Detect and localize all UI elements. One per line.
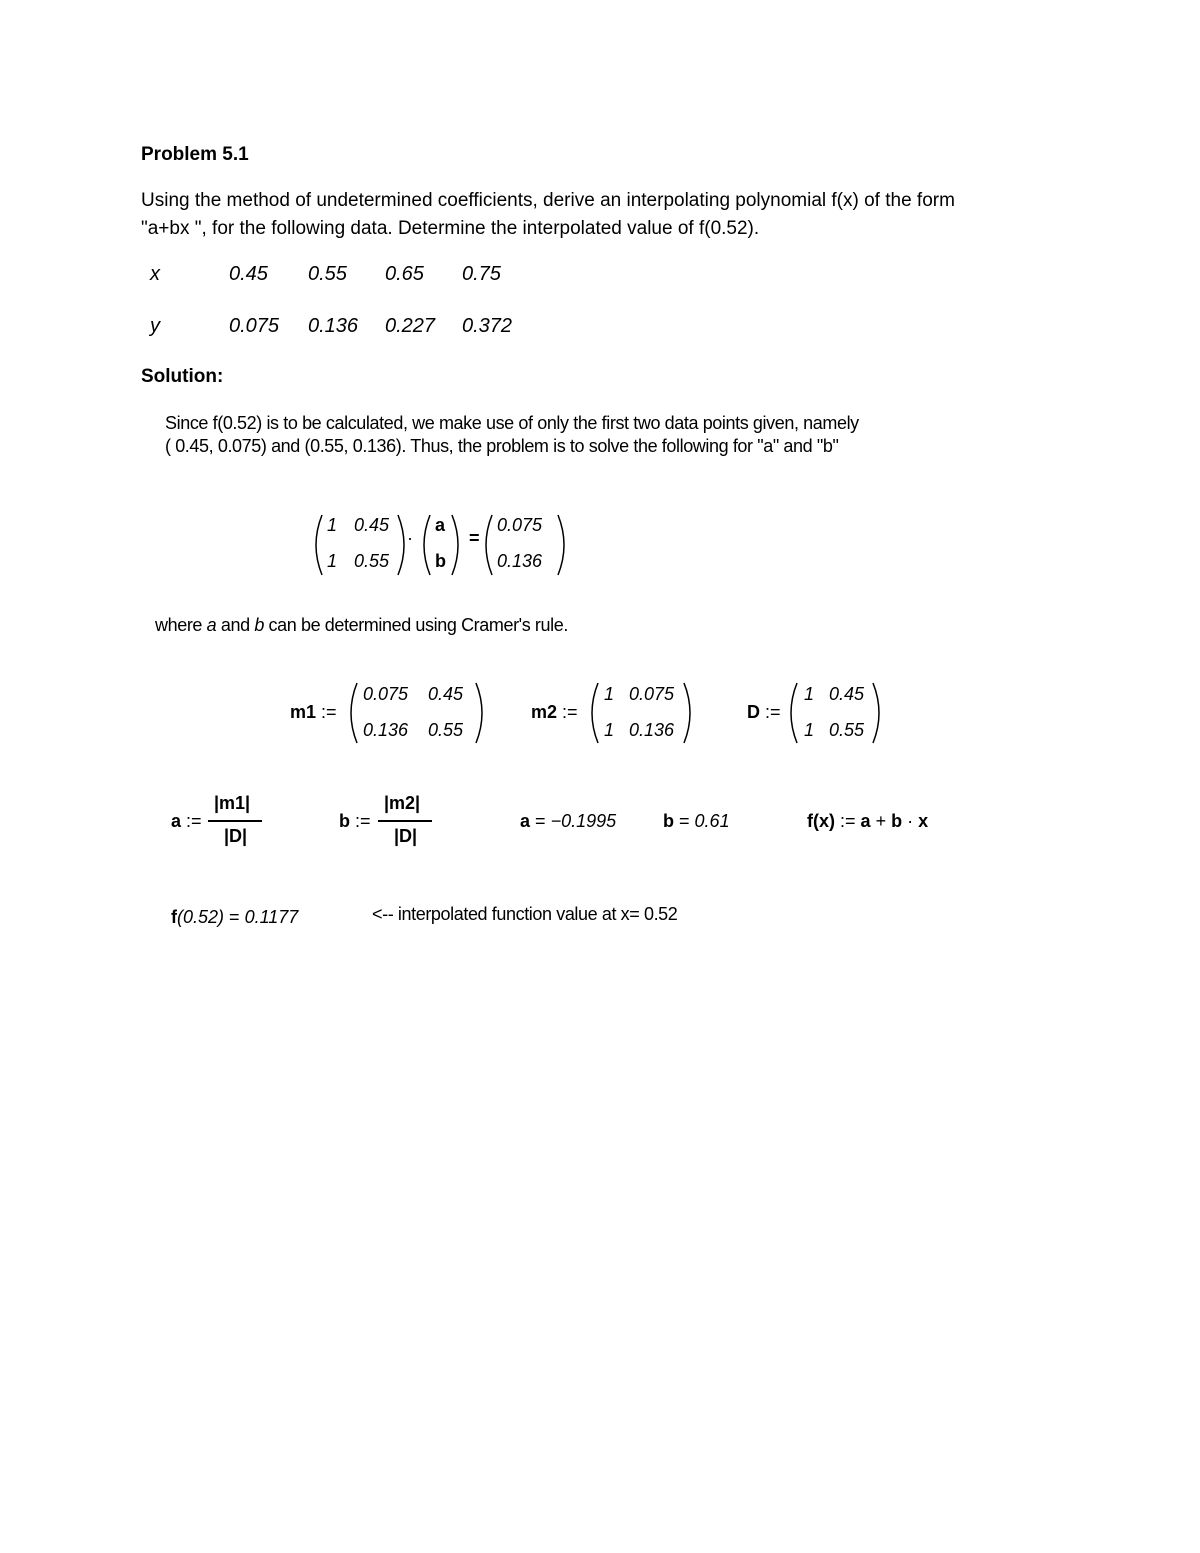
- b-definition-label: [339, 811, 371, 832]
- d-r2c1: 1: [804, 720, 815, 740]
- b-result-eq: =: [679, 811, 690, 831]
- y-value-4: 0.372: [462, 315, 513, 337]
- rhs-r1: 0.075: [497, 515, 543, 535]
- x-value-4: 0.75: [462, 263, 501, 285]
- d-definition-label: [747, 702, 781, 723]
- m1-left-paren: [351, 683, 357, 743]
- f-def-assign: :=: [840, 811, 856, 831]
- d-assign: :=: [765, 702, 781, 722]
- rhs-right-paren: [558, 515, 564, 575]
- m1-assign: :=: [321, 702, 337, 722]
- b-fraction-bar: [378, 820, 432, 822]
- note-mid: and: [216, 615, 255, 635]
- m2-r2c2: 0.136: [629, 720, 675, 740]
- interpolation-comment: <-- interpolated function value at x= 0.52: [372, 904, 678, 924]
- m2-r2c1: 1: [604, 720, 615, 740]
- m1-r1c2: 0.45: [428, 684, 464, 704]
- d-label: D: [747, 702, 760, 722]
- y-value-3: 0.227: [385, 315, 436, 337]
- m2-r1c2: 0.075: [629, 684, 675, 704]
- m1-r2c2: 0.55: [428, 720, 464, 740]
- y-value-1: 0.075: [229, 315, 280, 337]
- f-def-lhs: f(x): [807, 811, 835, 831]
- f-definition: [807, 811, 928, 832]
- x-value-2: 0.55: [308, 263, 347, 285]
- b-def-label: b: [339, 811, 350, 831]
- solution-heading: Solution:: [141, 366, 224, 387]
- unknown-left-paren: [424, 515, 430, 575]
- x-value-3: 0.65: [385, 263, 424, 285]
- y-value-2: 0.136: [308, 315, 359, 337]
- d-left-paren: [791, 683, 797, 743]
- a-numerator: |m1|: [214, 793, 251, 813]
- system-equals: =: [469, 528, 480, 548]
- note-post: can be determined using Cramer's rule.: [263, 615, 568, 635]
- b-result-value: 0.61: [694, 811, 730, 831]
- m1-r1c1: 0.075: [363, 684, 409, 704]
- unknown-right-paren: [452, 515, 458, 575]
- y-row-label: y: [150, 315, 160, 337]
- a-definition-label: [171, 811, 202, 832]
- a-def-assign: :=: [186, 811, 202, 831]
- m2-left-paren: [592, 683, 598, 743]
- d-r1c2: 0.45: [829, 684, 865, 704]
- note-pre: where: [155, 615, 207, 635]
- rhs-r2: 0.136: [497, 551, 543, 571]
- question-line-2: "a+bx ", for the following data. Determine the interpolated value of f(0.52).: [141, 218, 760, 239]
- m1-r2c1: 0.136: [363, 720, 409, 740]
- f-eval-eq: =: [229, 907, 240, 927]
- f-def-b: b: [891, 811, 903, 831]
- coef-r2c1: 1: [327, 551, 338, 571]
- f-eval-arg: (0.52): [177, 907, 225, 927]
- problem-title: Problem 5.1: [141, 144, 249, 165]
- note-b: b: [254, 615, 264, 635]
- d-right-paren: [873, 683, 879, 743]
- x-row-label: x: [150, 263, 160, 285]
- f-def-plus: +: [875, 811, 887, 831]
- a-fraction-bar: [208, 820, 262, 822]
- b-denominator: |D|: [394, 826, 418, 846]
- m2-right-paren: [684, 683, 690, 743]
- a-result-value: −0.1995: [550, 811, 617, 831]
- b-result: [663, 811, 730, 832]
- problem-question: [141, 187, 1041, 243]
- rhs-left-paren: [486, 515, 492, 575]
- b-numerator: |m2|: [384, 793, 421, 813]
- a-result-eq: =: [535, 811, 546, 831]
- coef-r1c1: 1: [327, 515, 338, 535]
- m2-assign: :=: [562, 702, 578, 722]
- x-value-1: 0.45: [229, 263, 268, 285]
- m1-label: m1: [290, 702, 317, 722]
- system-dot: ·: [407, 528, 413, 548]
- f-def-a: a: [860, 811, 871, 831]
- note-a: a: [206, 615, 217, 635]
- coef-r2c2: 0.55: [354, 551, 390, 571]
- f-eval-f: f: [171, 907, 177, 927]
- question-line-1: Using the method of undetermined coefficients, derive an interpolating polynomial f(x) of the form: [141, 190, 955, 211]
- f-def-x: x: [918, 811, 929, 831]
- unknown-b: b: [435, 551, 446, 571]
- m1-definition-label: [290, 702, 337, 723]
- m2-label: m2: [531, 702, 558, 722]
- f-def-dot: ·: [907, 811, 914, 831]
- a-denominator: |D|: [224, 826, 248, 846]
- m1-right-paren: [476, 683, 482, 743]
- unknown-a: a: [435, 515, 446, 535]
- d-r2c2: 0.55: [829, 720, 865, 740]
- f-evaluation: [171, 907, 298, 928]
- a-result-label: a: [520, 811, 531, 831]
- solution-paragraph: [165, 412, 925, 458]
- coef-right-paren: [398, 515, 404, 575]
- paragraph-line-2: ( 0.45, 0.075) and (0.55, 0.136). Thus, the problem is to solve the following for "a" and "b": [165, 436, 839, 456]
- paragraph-line-1: Since f(0.52) is to be calculated, we make use of only the first two data points given, namely: [165, 413, 859, 433]
- a-result: [520, 811, 616, 832]
- m2-definition-label: [531, 702, 578, 723]
- f-eval-value: 0.1177: [244, 907, 299, 927]
- coef-left-paren: [316, 515, 322, 575]
- a-def-label: a: [171, 811, 182, 831]
- b-result-label: b: [663, 811, 674, 831]
- m2-r1c1: 1: [604, 684, 615, 704]
- coef-r1c2: 0.45: [354, 515, 390, 535]
- cramer-note: [155, 615, 568, 636]
- d-r1c1: 1: [804, 684, 815, 704]
- b-def-assign: :=: [355, 811, 371, 831]
